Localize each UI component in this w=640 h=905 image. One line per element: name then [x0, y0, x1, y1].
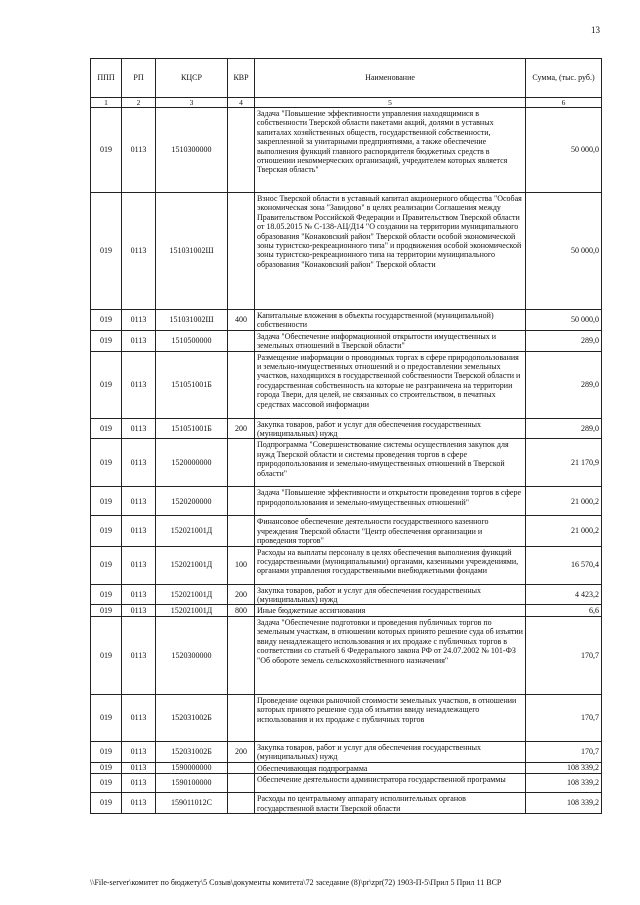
name-cell: Обеспечение деятельности администратора государственной программы	[255, 774, 526, 793]
sum-cell: 289,0	[526, 351, 602, 418]
column-header-ppp: ППП	[91, 59, 122, 98]
kcsr-cell: 152031002Б	[156, 694, 228, 741]
table-row	[91, 741, 602, 762]
column-number: 1	[91, 98, 122, 108]
kvr-cell: 100	[228, 546, 255, 584]
name-cell: Подпрограмма "Совершенствование системы осуществления закупок для нужд Тверской области и системы проведения торгов в сфере природопользования и земельно-имущественных отношений в Тверской области"	[255, 439, 526, 487]
ppp-cell: 019	[91, 741, 122, 762]
rp-cell: 0113	[122, 108, 156, 193]
kvr-cell: 200	[228, 741, 255, 762]
table-row	[91, 439, 602, 487]
name-cell: Капитальные вложения в объекты государственной (муниципальной) собственности	[255, 310, 526, 331]
sum-cell: 4 423,2	[526, 584, 602, 605]
kcsr-cell: 1510500000	[156, 330, 228, 351]
table-row	[91, 330, 602, 351]
sum-cell: 50 000,0	[526, 193, 602, 310]
sum-cell: 170,7	[526, 694, 602, 741]
table-row	[91, 793, 602, 814]
table-row	[91, 108, 602, 193]
rp-cell: 0113	[122, 774, 156, 793]
name-cell: Расходы по центральному аппарату исполнительных органов государственной власти Тверской области	[255, 793, 526, 814]
name-cell: Задача "Повышение эффективности и открытости проведения торгов в сфере природопользования и земельно-имущественных отношений"	[255, 487, 526, 516]
name-cell: Размещение информации о проводимых торгах в сфере природопользования и земельно-имущественных отношений и о предоставлении земельных участков, находящихся в государственной собственности Тверской области и государственная собственность на которые не разграничена на территории города Твери, для целей, не связанных со строительством, в печатных средствах массовой информации	[255, 351, 526, 418]
kvr-cell	[228, 516, 255, 546]
column-header-sum: Сумма, (тыс. руб.)	[526, 59, 602, 98]
kcsr-cell: 152021001Д	[156, 516, 228, 546]
kvr-cell	[228, 193, 255, 310]
table-row	[91, 418, 602, 439]
rp-cell: 0113	[122, 762, 156, 773]
kcsr-cell: 151031002Ш	[156, 193, 228, 310]
kvr-cell	[228, 439, 255, 487]
table-row	[91, 774, 602, 793]
ppp-cell: 019	[91, 418, 122, 439]
sum-cell: 108 339,2	[526, 774, 602, 793]
kcsr-cell: 1590000000	[156, 762, 228, 773]
kcsr-cell: 152021001Д	[156, 605, 228, 616]
rp-cell: 0113	[122, 310, 156, 331]
name-cell: Проведение оценки рыночной стоимости земельных участков, в отношении которых принято решение суда об изъятии ввиду ненадлежащего использования и их продаже с публичных торгов	[255, 694, 526, 741]
rp-cell: 0113	[122, 487, 156, 516]
column-number: 2	[122, 98, 156, 108]
name-cell: Закупка товаров, работ и услуг для обеспечения государственных (муниципальных) нужд	[255, 584, 526, 605]
column-header-kcsr: КЦСР	[156, 59, 228, 98]
column-number: 6	[526, 98, 602, 108]
rp-cell: 0113	[122, 193, 156, 310]
name-cell: Задача "Обеспечение подготовки и проведения публичных торгов по земельным участкам, в отношении которых принято решение суда об изъятии ввиду ненадлежащего использования и их продаже с публичных торгов в соответствии со статьей 6 Федерального закона РФ от 24.07.2002 № 101-ФЗ "Об обороте земель сельскохозяйственного назначения"	[255, 616, 526, 694]
rp-cell: 0113	[122, 330, 156, 351]
ppp-cell: 019	[91, 793, 122, 814]
ppp-cell: 019	[91, 516, 122, 546]
name-cell: Расходы на выплаты персоналу в целях обеспечения выполнения функций государственными (муниципальными) органами, казенными учреждениями, органами управления государственными внебюджетными фондами	[255, 546, 526, 584]
table-row	[91, 762, 602, 773]
table-row	[91, 193, 602, 310]
kcsr-cell: 151051001Б	[156, 418, 228, 439]
name-cell: Иные бюджетные ассигнования	[255, 605, 526, 616]
column-header-rp: РП	[122, 59, 156, 98]
rp-cell: 0113	[122, 546, 156, 584]
sum-cell: 170,7	[526, 616, 602, 694]
kvr-cell	[228, 694, 255, 741]
file-path-footer: \\File-server\комитет по бюджету\5 Созыв\документы комитета\72 заседание (8)\pr\zpr(72) 1903-П-5\Прил 5 Прил 11 ВСР	[90, 878, 502, 887]
column-header-kvr: КВР	[228, 59, 255, 98]
name-cell: Закупка товаров, работ и услуг для обеспечения государственных (муниципальных) нужд	[255, 418, 526, 439]
column-number: 3	[156, 98, 228, 108]
column-number: 5	[255, 98, 526, 108]
name-cell: Обеспечивающая подпрограмма	[255, 762, 526, 773]
rp-cell: 0113	[122, 584, 156, 605]
kvr-cell: 800	[228, 605, 255, 616]
column-number-row	[91, 98, 602, 108]
rp-cell: 0113	[122, 694, 156, 741]
kvr-cell: 400	[228, 310, 255, 331]
rp-cell: 0113	[122, 418, 156, 439]
kcsr-cell: 1520000000	[156, 439, 228, 487]
table-row	[91, 605, 602, 616]
sum-cell: 50 000,0	[526, 108, 602, 193]
kvr-cell	[228, 762, 255, 773]
table-header-row	[91, 59, 602, 98]
kvr-cell: 200	[228, 584, 255, 605]
kcsr-cell: 159011012С	[156, 793, 228, 814]
table-row	[91, 487, 602, 516]
table-row	[91, 546, 602, 584]
kvr-cell	[228, 108, 255, 193]
ppp-cell: 019	[91, 774, 122, 793]
sum-cell: 21 170,9	[526, 439, 602, 487]
column-number: 4	[228, 98, 255, 108]
sum-cell: 6,6	[526, 605, 602, 616]
budget-table	[90, 58, 602, 814]
rp-cell: 0113	[122, 351, 156, 418]
kcsr-cell: 152021001Д	[156, 546, 228, 584]
kvr-cell	[228, 616, 255, 694]
name-cell: Взнос Тверской области в уставный капитал акционерного общества "Особая экономическая зона "Завидово" в целях реализации Соглашения между Правительством Российской Федерации и Правительством Тверской области от 18.05.2015 № С-138-АЦ/Д14 "О создании на территории муниципального образования "Конаковский район" Тверской области особой экономической зоны туристско-рекреационного типа" и продвижения особой экономической зоны туристско-рекреационного типа на территории муниципального образования "Конаковский район" Тверской области	[255, 193, 526, 310]
ppp-cell: 019	[91, 584, 122, 605]
ppp-cell: 019	[91, 330, 122, 351]
rp-cell: 0113	[122, 439, 156, 487]
rp-cell: 0113	[122, 793, 156, 814]
page-number: 13	[591, 25, 600, 35]
kvr-cell: 200	[228, 418, 255, 439]
sum-cell: 108 339,2	[526, 793, 602, 814]
rp-cell: 0113	[122, 605, 156, 616]
kcsr-cell: 152021001Д	[156, 584, 228, 605]
sum-cell: 21 000,2	[526, 516, 602, 546]
table-row	[91, 584, 602, 605]
rp-cell: 0113	[122, 741, 156, 762]
ppp-cell: 019	[91, 605, 122, 616]
kcsr-cell: 151051001Б	[156, 351, 228, 418]
kvr-cell	[228, 774, 255, 793]
kcsr-cell: 1520200000	[156, 487, 228, 516]
table-row	[91, 351, 602, 418]
sum-cell: 108 339,2	[526, 762, 602, 773]
table-row	[91, 616, 602, 694]
name-cell: Закупка товаров, работ и услуг для обеспечения государственных (муниципальных) нужд	[255, 741, 526, 762]
ppp-cell: 019	[91, 546, 122, 584]
table-row	[91, 694, 602, 741]
ppp-cell: 019	[91, 694, 122, 741]
kvr-cell	[228, 330, 255, 351]
kcsr-cell: 1520300000	[156, 616, 228, 694]
kcsr-cell: 152031002Б	[156, 741, 228, 762]
kcsr-cell: 151031002Ш	[156, 310, 228, 331]
table-row	[91, 310, 602, 331]
sum-cell: 289,0	[526, 418, 602, 439]
rp-cell: 0113	[122, 616, 156, 694]
ppp-cell: 019	[91, 762, 122, 773]
ppp-cell: 019	[91, 487, 122, 516]
column-header-name: Наименование	[255, 59, 526, 98]
sum-cell: 21 000,2	[526, 487, 602, 516]
name-cell: Задача "Повышение эффективности управления находящимися в собственности Тверской области пакетами акций, долями в уставных капиталах хозяйственных обществ, государственной собственности, закрепленной за унитарными предприятиями, а также обеспечение выполнения функций главного распорядителя бюджетных средств в отношении некоммерческих организаций, учредителем которых является Тверская область"	[255, 108, 526, 193]
name-cell: Финансовое обеспечение деятельности государственного казенного учреждения Тверской области "Центр обеспечения организации и проведения торгов"	[255, 516, 526, 546]
name-cell: Задача "Обеспечение информационной открытости имущественных и земельных отношений в Тверской области"	[255, 330, 526, 351]
kvr-cell	[228, 351, 255, 418]
table-row	[91, 516, 602, 546]
sum-cell: 170,7	[526, 741, 602, 762]
ppp-cell: 019	[91, 439, 122, 487]
ppp-cell: 019	[91, 193, 122, 310]
ppp-cell: 019	[91, 616, 122, 694]
ppp-cell: 019	[91, 310, 122, 331]
ppp-cell: 019	[91, 351, 122, 418]
sum-cell: 16 570,4	[526, 546, 602, 584]
rp-cell: 0113	[122, 516, 156, 546]
kcsr-cell: 1590100000	[156, 774, 228, 793]
sum-cell: 50 000,0	[526, 310, 602, 331]
ppp-cell: 019	[91, 108, 122, 193]
kcsr-cell: 1510300000	[156, 108, 228, 193]
kvr-cell	[228, 487, 255, 516]
kvr-cell	[228, 793, 255, 814]
sum-cell: 289,0	[526, 330, 602, 351]
